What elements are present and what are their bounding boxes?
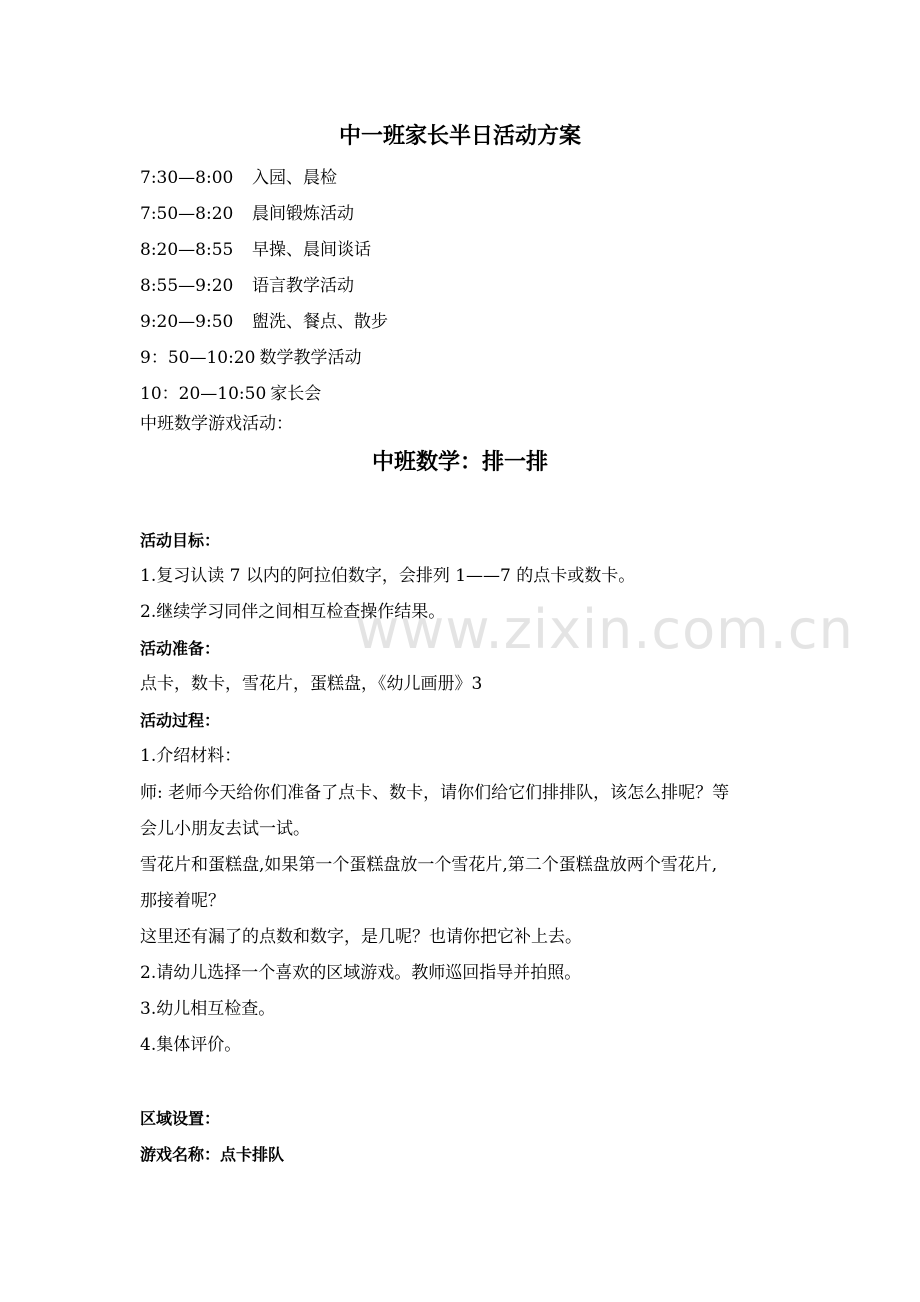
schedule-time: 8:20—8:55 bbox=[140, 240, 234, 260]
schedule-activity: 入园、晨检 bbox=[252, 168, 337, 188]
schedule-time: 9：50—10:20 bbox=[140, 348, 256, 368]
schedule-row bbox=[140, 239, 371, 261]
schedule-activity: 早操、晨间谈话 bbox=[252, 240, 371, 260]
prep-heading: 活动准备： bbox=[140, 639, 221, 658]
schedule-activity: 家长会 bbox=[270, 384, 322, 404]
process-line: 这里还有漏了的点数和数字，是几呢？也请你把它补上去。 bbox=[140, 927, 582, 947]
process-line: 2.请幼儿选择一个喜欢的区域游戏。教师巡回指导并拍照。 bbox=[140, 963, 582, 983]
schedule-row bbox=[140, 383, 321, 405]
game-name: 游戏名称：点卡排队 bbox=[140, 1145, 285, 1164]
process-line: 那接着呢？ bbox=[140, 891, 225, 911]
intro-line: 中班数学游戏活动： bbox=[140, 414, 293, 434]
watermark: www.zixin.com.cn bbox=[355, 598, 854, 661]
process-line: 4.集体评价。 bbox=[140, 1035, 242, 1055]
prep-text: 点卡，数卡，雪花片，蛋糕盘，《幼儿画册》3 bbox=[140, 674, 483, 694]
schedule-row bbox=[140, 347, 361, 369]
schedule-row bbox=[140, 167, 337, 189]
schedule-row bbox=[140, 275, 354, 297]
goal-item: 1.复习认读 7 以内的阿拉伯数字，会排列 1——7 的点卡或数卡。 bbox=[140, 566, 636, 586]
schedule-time: 9:20—9:50 bbox=[140, 312, 234, 332]
process-line: 雪花片和蛋糕盘,如果第一个蛋糕盘放一个雪花片,第二个蛋糕盘放两个雪花片, bbox=[140, 855, 718, 875]
process-line: 会儿小朋友去试一试。 bbox=[140, 819, 310, 839]
process-line: 1.介绍材料： bbox=[140, 746, 242, 766]
schedule-row bbox=[140, 203, 354, 225]
section-subtitle: 中班数学：排一排 bbox=[371, 450, 548, 475]
process-heading: 活动过程： bbox=[140, 711, 221, 730]
schedule-time: 10：20—10:50 bbox=[140, 384, 267, 404]
goal-item: 2.继续学习同伴之间相互检查操作结果。 bbox=[140, 602, 446, 622]
schedule-activity: 盥洗、餐点、散步 bbox=[252, 312, 388, 332]
schedule-time: 7:30—8:00 bbox=[140, 168, 234, 188]
schedule-time: 8:55—9:20 bbox=[140, 276, 234, 296]
schedule-activity: 数学教学活动 bbox=[259, 348, 362, 368]
process-line: 3.幼儿相互检查。 bbox=[140, 999, 276, 1019]
page-title: 中一班家长半日活动方案 bbox=[338, 124, 581, 149]
schedule-activity: 晨间锻炼活动 bbox=[252, 204, 354, 224]
schedule-row bbox=[140, 311, 388, 333]
schedule-activity: 语言教学活动 bbox=[252, 276, 354, 296]
area-heading: 区域设置： bbox=[140, 1109, 221, 1128]
process-line: 师: 老师今天给你们准备了点卡、数卡，请你们给它们排排队，该怎么排呢？等 bbox=[140, 783, 730, 803]
goals-heading: 活动目标： bbox=[140, 531, 221, 550]
schedule-time: 7:50—8:20 bbox=[140, 204, 234, 224]
